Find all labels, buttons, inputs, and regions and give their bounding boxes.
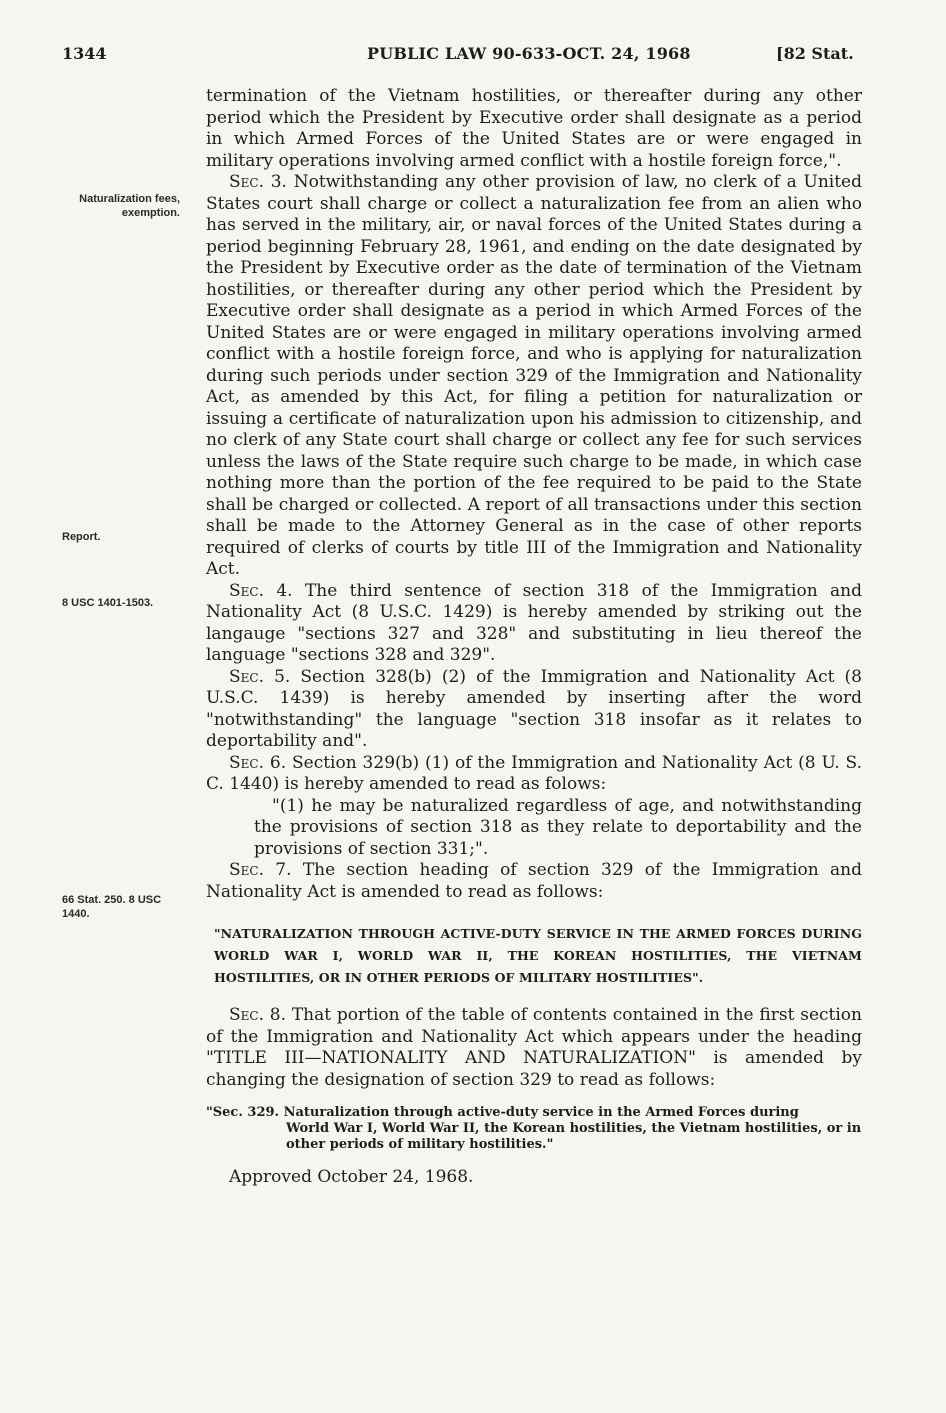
section-7-label: Sec. 7. <box>229 860 292 880</box>
section-4-text: The third sentence of section 318 of the Immigration and Nationality Act (8 U.S.C. 1429) is hereby amended by striking out the langauge "sections 327 and 328" and substituting in lieu thereof the language "sections 328 and 329". <box>206 580 862 665</box>
section-8 <box>206 1005 862 1091</box>
volume-reference: [82 Stat. <box>776 44 854 63</box>
section-3-text: Notwithstanding any other provision of law, no clerk of a United States court shall charge or collect a naturalization fee from an alien who has served in the military, air, or naval forces of the United States during a period beginning February 28, 1961, and ending on the date designated by the President by Executive order as the date of termination of the Vietnam hostilities, or thereafter during any other period which the President by Executive order shall designate as a period in which Armed Forces of the United States are or were engaged in military operations involving armed conflict with a hostile foreign force, and who is applying for naturalization during such periods under section 329 of the Immigration and Nationality Act, as amended by this Act, for filing a petition for naturalization or issuing a certificate of naturalization upon his admission to citizenship, and no clerk of any State court shall charge or collect any fee for such services unless the laws of the State require such charge to be made, in which case nothing more than the portion of the fee required to be paid to the State shall be charged or collected. A report of all transactions under this section shall be made to the Attorney General as in the case of other reports required of clerks of courts by title III of the Immigration and Nationality Act. <box>206 172 862 579</box>
section-5-label: Sec. 5. <box>229 666 291 687</box>
section-4-label: Sec. 4. <box>229 580 293 601</box>
section-8-label: Sec. 8. <box>229 1005 287 1025</box>
section-4 <box>206 581 862 667</box>
margin-note-report: Report. <box>62 531 101 543</box>
margin-note-stat-ref: 66 Stat. 250. 8 USC 1440. <box>62 894 162 920</box>
paragraph-continued: termination of the Vietnam hostilities, or thereafter during any other period which the President by Executive order shall designate as a period in which Armed Forces of the United States are or were engaged in military operations involving armed conflict with a hostile foreign force,". <box>206 86 862 171</box>
table-of-contents-entry <box>206 1105 862 1153</box>
section-6-label: Sec. 6. <box>229 752 287 773</box>
running-head: PUBLIC LAW 90-633-OCT. 24, 1968 <box>367 44 691 63</box>
document-body <box>206 86 862 1187</box>
section-5 <box>206 667 862 753</box>
margin-note-usc-range: 8 USC 1401-1503. <box>62 597 154 609</box>
section-6-quote: "(1) he may be naturalized regardless of age, and notwithstanding the provisions of section 318 as they relate to deportability and the provisions of section 331;". <box>254 795 862 859</box>
section-8-text: That portion of the table of contents contained in the first section of the Immigration and Nationality Act which appears under the heading "TITLE III—NATIONALITY AND NATURALIZATION" is amended by changing the designation of section 329 to read as follows: <box>206 1005 862 1090</box>
approval-date: Approved October 24, 1968. <box>229 1167 474 1187</box>
toc-continuation: World War I, World War II, the Korean hostilities, the Vietnam hostilities, or in other periods of military hostilities." <box>286 1121 862 1152</box>
margin-note-naturalization: Naturalization fees, exemption. <box>79 193 180 219</box>
section-6 <box>206 753 862 796</box>
section-5-text: Section 328(b) (2) of the Immigration and Nationality Act (8 U.S.C. 1439) is hereby amended by inserting after the word "notwithstanding" the language "section 318 insofar as it relates to deportability and". <box>206 666 862 751</box>
section-6-text: Section 329(b) (1) of the Immigration and Nationality Act (8 U. S. C. 1440) is hereby amended to read as folows: <box>206 752 863 794</box>
section-3-label: Sec. 3. <box>229 172 287 192</box>
section-7 <box>206 860 862 903</box>
toc-line-1: "Sec. 329. Naturalization through active-duty service in the Armed Forces during <box>206 1105 799 1120</box>
section-3 <box>206 172 862 581</box>
page-number: 1344 <box>62 44 107 63</box>
section-7-text: The section heading of section 329 of the Immigration and Nationality Act is amended to read as follows: <box>206 860 862 902</box>
section-7-heading: "NATURALIZATION THROUGH ACTIVE-DUTY SERVICE IN THE ARMED FORCES DURING WORLD WAR I, WORLD WAR II, THE KOREAN HOSTILITIES, THE VIETNAM HOSTILITIES, OR IN OTHER PERIODS OF MILITARY HOSTILITIES". <box>214 926 862 985</box>
